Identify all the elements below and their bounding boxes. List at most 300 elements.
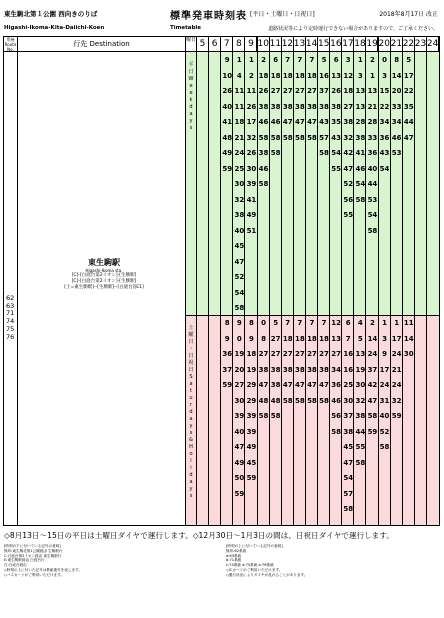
road-note: 道路状況等により定時運行できない場合がありますので、ご了承ください。 bbox=[268, 26, 438, 32]
weekday-minute: 58 bbox=[282, 133, 293, 142]
holiday-minute: 7 bbox=[345, 334, 351, 343]
weekday-minute: 34 bbox=[391, 118, 402, 126]
destination bbox=[34, 257, 174, 291]
route-list bbox=[6, 295, 14, 341]
holiday-minute: 19 bbox=[246, 365, 257, 374]
holiday-minute: 34 bbox=[331, 365, 342, 374]
weekday-minute: 5 bbox=[406, 56, 412, 64]
weekday-minute: 28 bbox=[367, 118, 378, 126]
weekday-minute: 38 bbox=[355, 133, 366, 142]
holiday-minute: 1 bbox=[394, 319, 400, 327]
holiday-minute: 29 bbox=[246, 381, 257, 389]
holiday-minute: 40 bbox=[234, 427, 245, 436]
weekday-minute: 52 bbox=[234, 273, 245, 281]
holiday-minute: 27 bbox=[319, 350, 329, 358]
holiday-minute: 45 bbox=[246, 458, 257, 467]
weekday-minute: 53 bbox=[367, 195, 378, 204]
hour-header: 11 bbox=[270, 37, 282, 52]
weekday-minute: 41 bbox=[355, 149, 366, 157]
holiday-minute: 14 bbox=[367, 334, 378, 343]
holiday-minute: 50 bbox=[234, 474, 245, 482]
hour-header: 18 bbox=[354, 37, 366, 52]
hour-header: 6 bbox=[209, 37, 221, 52]
weekday-minute: 41 bbox=[246, 195, 257, 204]
hour-header: 17 bbox=[342, 37, 354, 52]
weekday-minute: 1 bbox=[236, 56, 242, 64]
weekday-minute: 30 bbox=[234, 180, 245, 188]
revision-date: 2018年8月17日 改正 bbox=[379, 11, 438, 18]
holiday-minute: 18 bbox=[307, 334, 317, 343]
holiday-minute: 47 bbox=[319, 381, 329, 389]
holiday-minute: 39 bbox=[246, 412, 257, 420]
holiday-minute: 48 bbox=[258, 396, 269, 405]
hour-header: 13 bbox=[294, 37, 306, 52]
weekday-minute: 7 bbox=[309, 56, 315, 64]
weekday-minute: 10 bbox=[222, 71, 233, 80]
holiday-minute: 56 bbox=[331, 412, 342, 420]
note-line: C:白庭台第2イオン経由 東生駒駅行 bbox=[4, 553, 62, 558]
weekday-minute: 7 bbox=[297, 56, 303, 64]
holiday-minute: 19 bbox=[355, 365, 366, 374]
weekday-minute: 6 bbox=[333, 56, 339, 64]
weekday-minute: 37 bbox=[319, 87, 329, 95]
timetable-grid bbox=[3, 36, 440, 526]
hour-header: 14 bbox=[306, 37, 318, 52]
note-line: [時刻の上に付いている記号の意味] bbox=[226, 544, 283, 548]
holiday-minute: 18 bbox=[282, 334, 293, 343]
holiday-minute: 54 bbox=[343, 474, 354, 482]
holiday-minute: 38 bbox=[294, 365, 305, 374]
weekday-minute: 44 bbox=[403, 118, 414, 126]
holiday-minute: 9 bbox=[224, 334, 230, 343]
weekday-minute: 22 bbox=[403, 87, 414, 95]
weekday-minute: 40 bbox=[222, 102, 233, 111]
holiday-minute: 30 bbox=[403, 350, 414, 358]
note-line: 白:白庭台経由 bbox=[4, 563, 27, 568]
weekday-minute: 34 bbox=[379, 118, 390, 126]
route-number: 75 bbox=[6, 324, 15, 333]
holiday-minute: 27 bbox=[282, 350, 293, 358]
weekday-minute: 2 bbox=[249, 71, 254, 80]
holiday-minute: 25 bbox=[343, 381, 354, 389]
holiday-minute: 30 bbox=[355, 381, 366, 389]
hour-header: 8 bbox=[233, 37, 245, 52]
holiday-minute: 17 bbox=[379, 365, 390, 374]
weekday-minute: 5 bbox=[321, 56, 327, 64]
weekday-minute: 0 bbox=[382, 56, 387, 64]
holiday-minute: 24 bbox=[367, 350, 378, 358]
holiday-minute: 58 bbox=[270, 412, 281, 420]
weekday-minute: 11 bbox=[234, 87, 245, 95]
hour-divider bbox=[426, 37, 427, 525]
weekday-minute: 38 bbox=[258, 149, 269, 157]
holiday-minute: 29 bbox=[246, 396, 257, 405]
weekday-minute: 47 bbox=[294, 118, 305, 126]
weekday-minute: 33 bbox=[391, 102, 402, 111]
hour-header: 22 bbox=[403, 37, 415, 52]
hour-header: 5 bbox=[197, 37, 209, 52]
weekday-minute: 32 bbox=[246, 133, 257, 142]
note-line: 無印:東生駒北第1公園経由 生駒駅行 bbox=[4, 548, 63, 553]
holiday-minute: 47 bbox=[367, 396, 378, 405]
stop-name: 東生駒北第１公園 西向きのりば bbox=[4, 10, 98, 18]
holiday-minute: 57 bbox=[343, 489, 354, 498]
weekday-minute: 38 bbox=[343, 118, 354, 126]
holiday-minute: 36 bbox=[331, 381, 342, 389]
weekday-minute: 58 bbox=[355, 195, 366, 204]
note-line: ◇時刻の上に付いた記号は系統番号を表します。 bbox=[4, 567, 82, 572]
hour-header: 24 bbox=[427, 37, 439, 52]
weekday-minute: 3 bbox=[345, 56, 351, 64]
note-line: ◇ICカードがご利用いただけます。 bbox=[226, 567, 283, 572]
weekday-minute: 58 bbox=[234, 304, 245, 312]
weekday-minute: 15 bbox=[379, 87, 390, 95]
weekday-minute: 38 bbox=[234, 211, 245, 219]
weekday-minute: 18 bbox=[234, 118, 245, 126]
holiday-minute: 19 bbox=[234, 350, 245, 358]
weekday-minute: 11 bbox=[234, 102, 245, 111]
weekday-minute: 36 bbox=[367, 149, 378, 157]
route-number: 63 bbox=[6, 301, 15, 310]
weekday-minute: 46 bbox=[391, 133, 402, 142]
weekday-minute: 13 bbox=[367, 87, 378, 95]
weekday-minute: 55 bbox=[343, 211, 354, 219]
weekday-minute: 41 bbox=[222, 118, 233, 126]
holiday-minute: 38 bbox=[270, 381, 281, 389]
weekday-minute: 26 bbox=[258, 87, 269, 95]
weekday-minute: 26 bbox=[246, 149, 257, 157]
weekday-minute: 58 bbox=[270, 133, 281, 142]
holiday-minute: 58 bbox=[282, 396, 293, 405]
route-number: 62 bbox=[6, 294, 15, 302]
note-line: ◇バスカードがご利用いただけます。 bbox=[4, 572, 64, 577]
weekday-minute: 21 bbox=[367, 102, 378, 111]
holiday-minute: 18 bbox=[294, 334, 305, 343]
weekday-minute: 46 bbox=[270, 118, 281, 126]
holiday-minute: 21 bbox=[391, 365, 402, 374]
holiday-minute: 5 bbox=[357, 334, 363, 343]
holiday-minute: 44 bbox=[355, 427, 366, 436]
holiday-minute: 13 bbox=[355, 350, 366, 358]
holiday-minute: 39 bbox=[246, 427, 257, 436]
hour-header: 15 bbox=[318, 37, 330, 52]
holiday-minute: 47 bbox=[343, 458, 354, 467]
weekday-minute: 18 bbox=[270, 71, 281, 80]
holiday-minute: 47 bbox=[234, 443, 245, 451]
stop-name-en: Higashi-Ikoma-Kita-Daiichi-Koen bbox=[4, 25, 105, 31]
holiday-minute: 47 bbox=[258, 381, 269, 389]
holiday-minute: 58 bbox=[319, 396, 329, 405]
holiday-minute: 4 bbox=[357, 319, 363, 327]
weekday-minute: 33 bbox=[367, 133, 378, 142]
holiday-minute: 40 bbox=[379, 412, 390, 420]
weekday-minute: 20 bbox=[391, 87, 402, 95]
note-line: E:東生駒駅経由 白庭台行 bbox=[4, 558, 45, 563]
holiday-minute: 37 bbox=[367, 365, 378, 374]
hour-header: 23 bbox=[415, 37, 427, 52]
holiday-minute: 12 bbox=[331, 319, 342, 327]
weekday-minute: 54 bbox=[234, 288, 245, 297]
holiday-minute: 37 bbox=[343, 412, 354, 420]
holiday-minute: 30 bbox=[343, 396, 354, 405]
hour-header: 12 bbox=[282, 37, 294, 52]
weekday-minute: 32 bbox=[343, 133, 354, 142]
destination-header: 行先 Destination bbox=[18, 37, 186, 52]
weekday-minute: 2 bbox=[261, 56, 266, 64]
holiday-minute: 38 bbox=[307, 365, 317, 374]
holiday-minute: 49 bbox=[246, 443, 257, 451]
destination-route-line: [C]-[白庭台第2イオン]-[生駒駅] bbox=[71, 279, 137, 284]
holiday-minute: 27 bbox=[294, 350, 305, 358]
weekday-minute: 49 bbox=[222, 149, 233, 157]
weekday-minute: 2 bbox=[370, 56, 375, 64]
holiday-minute: 24 bbox=[391, 350, 402, 358]
weekday-minute: 27 bbox=[282, 87, 293, 95]
weekday-minute: 7 bbox=[285, 56, 291, 64]
holiday-minute: 18 bbox=[246, 350, 257, 358]
weekday-minute: 45 bbox=[234, 242, 245, 250]
weekday-minute: 18 bbox=[307, 71, 317, 80]
weekday-minute: 17 bbox=[246, 118, 257, 126]
weekday-minute: 18 bbox=[258, 71, 269, 80]
timetable-en: Timetable bbox=[170, 25, 201, 31]
holiday-minute: 32 bbox=[391, 396, 402, 405]
holiday-minute: 0 bbox=[236, 334, 242, 343]
weekday-minute: 58 bbox=[367, 226, 378, 235]
holiday-minute: 9 bbox=[249, 334, 254, 343]
weekday-minute: 53 bbox=[391, 149, 402, 157]
weekday-minute: 39 bbox=[246, 180, 257, 188]
holiday-minute: 31 bbox=[379, 396, 390, 405]
holiday-minute: 38 bbox=[319, 365, 329, 374]
weekday-minute: 1 bbox=[249, 56, 254, 64]
weekday-minute: 47 bbox=[343, 164, 354, 173]
holiday-minute: 0 bbox=[261, 319, 266, 327]
holiday-minute: 59 bbox=[222, 381, 233, 389]
weekday-minute: 58 bbox=[258, 180, 269, 188]
holiday-minute: 7 bbox=[285, 319, 291, 327]
weekday-minute: 47 bbox=[307, 118, 317, 126]
weekday-minute: 46 bbox=[355, 164, 366, 173]
note-line: 無印:62系統 bbox=[226, 548, 247, 553]
weekday-minute: 3 bbox=[382, 71, 387, 80]
weekday-minute: 11 bbox=[246, 87, 257, 95]
weekday-minute: 46 bbox=[258, 118, 269, 126]
weekday-minute: 25 bbox=[234, 164, 245, 173]
weekday-minute: 51 bbox=[246, 226, 257, 235]
holiday-minute: 42 bbox=[367, 381, 378, 389]
weekday-minute: 12 bbox=[343, 71, 354, 80]
holiday-minute: 47 bbox=[282, 381, 293, 389]
weekday-minute: 17 bbox=[403, 71, 414, 80]
hour-header: 7 bbox=[221, 37, 233, 52]
weekday-minute: 22 bbox=[379, 102, 390, 111]
holiday-minute: 58 bbox=[343, 505, 354, 513]
weekday-minute: 36 bbox=[379, 133, 390, 142]
holiday-minute: 59 bbox=[234, 489, 245, 498]
weekday-minute: 38 bbox=[282, 102, 293, 111]
weekday-minute: 49 bbox=[246, 211, 257, 219]
weekday-minute: 58 bbox=[307, 133, 317, 142]
holiday-minute: 27 bbox=[307, 350, 317, 358]
destination-name-en: Higashi-Ikoma sta. bbox=[85, 268, 123, 273]
weekday-minute: 1 bbox=[370, 71, 375, 80]
weekday-minute: 35 bbox=[331, 118, 342, 126]
holiday-minute: 24 bbox=[391, 381, 402, 389]
holiday-minute: 6 bbox=[345, 319, 351, 327]
holiday-minute: 27 bbox=[234, 381, 245, 389]
weekday-minute: 42 bbox=[343, 149, 354, 157]
holiday-minute: 59 bbox=[391, 412, 402, 420]
holiday-minute: 58 bbox=[379, 443, 390, 451]
holiday-minute: 27 bbox=[331, 350, 342, 358]
weekday-minute: 38 bbox=[294, 102, 305, 111]
holiday-minute: 7 bbox=[321, 319, 327, 327]
destination-route-line: [C]-[白庭台第2イオン]-[生駒駅] bbox=[71, 273, 137, 278]
holiday-minute: 38 bbox=[270, 365, 281, 374]
weekday-minute: 6 bbox=[273, 56, 279, 64]
weekday-minute: 58 bbox=[258, 133, 269, 142]
weekday-minute: 54 bbox=[331, 149, 342, 157]
weekday-minute: 4 bbox=[236, 71, 242, 80]
notes-left bbox=[4, 544, 214, 578]
note-line: c:74系統 d:75系統 e:76系統 bbox=[226, 563, 274, 568]
holiday-minute: 3 bbox=[382, 334, 387, 343]
sub-header bbox=[4, 25, 440, 35]
holiday-minute: 16 bbox=[343, 365, 354, 374]
holiday-minute: 58 bbox=[331, 427, 342, 436]
weekday-minute: 47 bbox=[403, 133, 414, 142]
weekday-minute: 32 bbox=[234, 195, 245, 204]
weekday-minute: 43 bbox=[379, 149, 390, 157]
note-line: b:71系統 bbox=[226, 558, 242, 563]
weekday-minute: 46 bbox=[258, 164, 269, 173]
weekday-minute: 54 bbox=[355, 180, 366, 188]
note-line: [時刻の下に付いている記号の意味] bbox=[4, 544, 61, 548]
holiday-minute: 1 bbox=[382, 319, 387, 327]
note-line: a:63系統 bbox=[226, 553, 242, 558]
holiday-minute: 11 bbox=[403, 319, 414, 327]
holiday-minute: 39 bbox=[234, 412, 245, 420]
holiday-minute: 58 bbox=[294, 396, 305, 405]
weekday-minute: 18 bbox=[343, 87, 354, 95]
route-header: 系統 Route No. bbox=[4, 37, 17, 52]
weekday-minute: 58 bbox=[270, 149, 281, 157]
destination-route-line: [土=東生駒駅]--[生駒駅]--[白庭台][E1] bbox=[64, 285, 144, 290]
holiday-minute: 30 bbox=[234, 396, 245, 405]
weekday-minute: 38 bbox=[307, 102, 317, 111]
weekday-minute: 18 bbox=[282, 71, 293, 80]
holiday-minute: 46 bbox=[331, 396, 342, 405]
weekday-minute: 55 bbox=[331, 164, 342, 173]
holiday-minute: 2 bbox=[370, 319, 375, 327]
holiday-minute: 45 bbox=[343, 443, 354, 451]
weekday-minute: 18 bbox=[294, 71, 305, 80]
weekday-minute: 47 bbox=[234, 257, 245, 266]
weekday-minute: 38 bbox=[270, 102, 281, 111]
weekday-minute: 47 bbox=[282, 118, 293, 126]
holiday-minute: 5 bbox=[273, 319, 279, 327]
weekday-minute: 13 bbox=[355, 87, 366, 95]
weekday-minute: 1 bbox=[357, 56, 363, 64]
weekday-minute: 24 bbox=[234, 149, 245, 157]
holiday-minute: 55 bbox=[355, 443, 366, 451]
weekday-minute: 56 bbox=[343, 195, 354, 204]
weekday-minute: 26 bbox=[246, 102, 257, 111]
notes-right bbox=[226, 544, 436, 578]
holiday-minute: 59 bbox=[367, 427, 378, 436]
holiday-minute: 9 bbox=[236, 319, 242, 327]
holiday-minute: 14 bbox=[403, 334, 414, 343]
weekday-minute: 35 bbox=[403, 102, 414, 111]
holiday-minute: 7 bbox=[309, 319, 315, 327]
weekday-minute: 21 bbox=[234, 133, 245, 142]
weekday-minute: 27 bbox=[294, 87, 305, 95]
weekday-minute: 43 bbox=[331, 133, 342, 142]
weekday-minute: 14 bbox=[391, 71, 402, 80]
holiday-minute: 8 bbox=[224, 319, 230, 327]
holiday-minute: 20 bbox=[234, 365, 245, 374]
weekday-minute: 54 bbox=[367, 211, 378, 219]
hour-header: 16 bbox=[330, 37, 342, 52]
day-header: 曜日 bbox=[186, 37, 197, 52]
weekday-minute: 26 bbox=[331, 87, 342, 95]
route-number: 74 bbox=[6, 317, 15, 326]
holiday-minute: 8 bbox=[261, 334, 266, 343]
service-days: [平日・土曜日・日祝日] bbox=[250, 11, 315, 18]
weekday-minute: 54 bbox=[379, 164, 390, 173]
weekday-minute: 3 bbox=[357, 71, 363, 80]
weekday-minute: 58 bbox=[319, 149, 329, 157]
column-divider bbox=[196, 37, 197, 525]
holiday-minute: 59 bbox=[246, 474, 257, 482]
weekday-minute: 48 bbox=[222, 133, 233, 142]
weekday-minute: 9 bbox=[224, 56, 230, 64]
holiday-minute: 13 bbox=[331, 334, 342, 343]
weekday-minute: 30 bbox=[246, 164, 257, 173]
holiday-minute: 8 bbox=[249, 319, 254, 327]
holiday-minute: 38 bbox=[258, 365, 269, 374]
hour-header: 10 bbox=[258, 37, 270, 52]
weekday-minute: 58 bbox=[294, 133, 305, 142]
weekday-minute: 52 bbox=[343, 180, 354, 188]
holiday-label: 土 曜 日 ・ 日 祝 日 S a t u r d a y s & H o l i d a y s bbox=[188, 325, 194, 499]
holiday-minute: 47 bbox=[307, 381, 317, 389]
holiday-minute: 38 bbox=[282, 365, 293, 374]
holiday-minute: 37 bbox=[222, 365, 233, 374]
hour-header: 19 bbox=[366, 37, 378, 52]
column-divider bbox=[17, 37, 18, 525]
holiday-minute: 47 bbox=[294, 381, 305, 389]
weekday-minute: 13 bbox=[331, 71, 342, 80]
weekday-minute: 38 bbox=[319, 102, 329, 111]
holiday-minute: 58 bbox=[307, 396, 317, 405]
weekday-label: 平 日 W e e k d a y s bbox=[188, 62, 194, 131]
holiday-minute: 32 bbox=[355, 396, 366, 405]
weekday-minute: 44 bbox=[367, 180, 378, 188]
holiday-minute: 58 bbox=[367, 412, 378, 420]
holiday-minute: 52 bbox=[379, 427, 390, 436]
weekday-minute: 27 bbox=[307, 87, 317, 95]
holiday-minute: 38 bbox=[355, 412, 366, 420]
weekday-minute: 59 bbox=[222, 164, 233, 173]
hour-divider bbox=[208, 37, 209, 525]
weekday-minute: 38 bbox=[258, 102, 269, 111]
note-line: ◇運行状況によりダイヤが乱れることがあります。 bbox=[226, 572, 308, 577]
hour-header: 9 bbox=[245, 37, 257, 52]
weekday-minute: 40 bbox=[234, 226, 245, 235]
holiday-minute: 16 bbox=[343, 350, 354, 358]
